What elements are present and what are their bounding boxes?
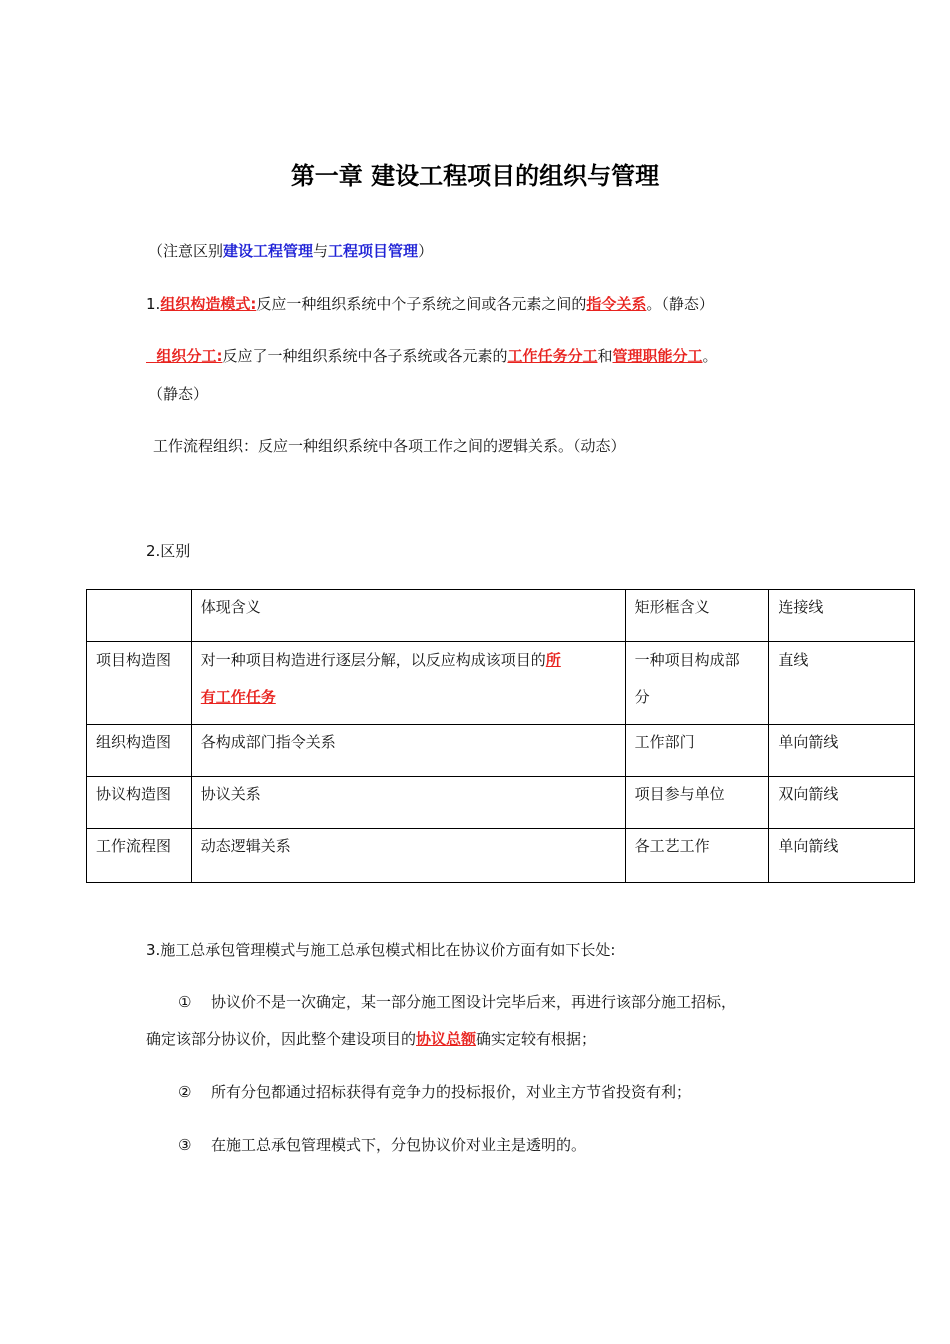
table-cell-box: 项目参与单位 <box>625 777 769 829</box>
item2-line <box>146 346 718 366</box>
table-cell-meaning: 各构成部门指令关系 <box>191 725 625 777</box>
item3-line: 工作流程组织：反应一种组织系统中各项工作之间的逻辑关系。（动态） <box>153 437 626 455</box>
item2-tail: （静态） <box>148 385 209 403</box>
point-1-line2 <box>146 1029 596 1049</box>
note-term-construction-management: 建设工程管理 <box>223 242 314 260</box>
item1-key: 指令关系 <box>586 295 647 313</box>
table-header-cell: 体现含义 <box>191 590 625 642</box>
point-1-line1: 协议价不是一次确定，某一部分施工图设计完毕后来，再进行该部分施工招标， <box>211 993 737 1011</box>
meaning-key-part2: 有工作任务 <box>200 688 276 706</box>
item2-term: 组织分工: <box>156 347 223 365</box>
point-3-marker: ③ <box>178 1136 192 1154</box>
item1-tail: 。（静态） <box>646 295 714 313</box>
table-cell-name: 协议构造图 <box>87 777 192 829</box>
table-header-cell: 连接线 <box>769 590 915 642</box>
section2-heading: 2.区别 <box>146 542 191 560</box>
note-open: （注意区别 <box>148 242 224 260</box>
table-cell-meaning <box>191 642 625 725</box>
table-row <box>87 642 915 725</box>
table-cell-name: 项目构造图 <box>87 642 192 725</box>
table-row <box>87 829 915 883</box>
item2-text: 反应了一种组织系统中各子系统或各元素的 <box>222 347 508 365</box>
table-cell-name: 组织构造图 <box>87 725 192 777</box>
point-1-line2-post: 确实定较有根据； <box>476 1030 597 1048</box>
note-mid: 与 <box>313 242 329 260</box>
item1-number: 1. <box>146 295 161 313</box>
table-cell-line: 双向箭线 <box>769 777 915 829</box>
page-title: 第一章 建设工程项目的组织与管理 <box>290 161 660 190</box>
item2-key2: 管理职能分工 <box>612 347 703 365</box>
table-cell-line: 单向箭线 <box>769 725 915 777</box>
item1-line <box>146 294 714 314</box>
item2-and: 和 <box>597 347 613 365</box>
box-line1: 一种项目构成部 <box>634 651 740 669</box>
table-row <box>87 725 915 777</box>
point-1-marker: ① <box>178 993 192 1011</box>
table-cell-meaning: 协议关系 <box>191 777 625 829</box>
table-header-row <box>87 590 915 642</box>
point-1-line2-text: 确定该部分协议价，因此整个建设项目的 <box>146 1030 417 1048</box>
note-line <box>148 241 433 261</box>
item2-lead <box>146 347 156 365</box>
table-cell-box <box>625 642 769 725</box>
item1-text: 反应一种组织系统中个子系统之间或各元素之间的 <box>256 295 587 313</box>
item2-end: 。 <box>702 347 718 365</box>
table-row <box>87 777 915 829</box>
table-header-cell: 矩形框含义 <box>625 590 769 642</box>
section3-heading: 3.施工总承包管理模式与施工总承包模式相比在协议价方面有如下长处: <box>146 941 616 959</box>
table-cell-meaning: 动态逻辑关系 <box>191 829 625 883</box>
table-cell-name: 工作流程图 <box>87 829 192 883</box>
item2-key1: 工作任务分工 <box>507 347 598 365</box>
meaning-text: 对一种项目构造进行逐层分解，以反应构成该项目的 <box>200 651 546 669</box>
point-2-marker: ② <box>178 1083 192 1101</box>
table-cell-line: 单向箭线 <box>769 829 915 883</box>
comparison-table <box>86 589 915 883</box>
point-2-text: 所有分包都通过招标获得有竞争力的投标报价，对业主方节省投资有利； <box>211 1083 692 1101</box>
point-3-text: 在施工总承包管理模式下，分包协议价对业主是透明的。 <box>211 1136 587 1154</box>
table-cell-box: 工作部门 <box>625 725 769 777</box>
point-1-key: 协议总额 <box>416 1030 477 1048</box>
meaning-key-part1: 所 <box>545 651 561 669</box>
item1-term: 组织构造模式: <box>160 295 257 313</box>
note-term-project-management: 工程项目管理 <box>328 242 419 260</box>
table-cell-line: 直线 <box>769 642 915 725</box>
table-header-cell <box>87 590 192 642</box>
box-line2: 分 <box>634 688 650 706</box>
table-cell-box: 各工艺工作 <box>625 829 769 883</box>
note-close: ） <box>418 242 434 260</box>
